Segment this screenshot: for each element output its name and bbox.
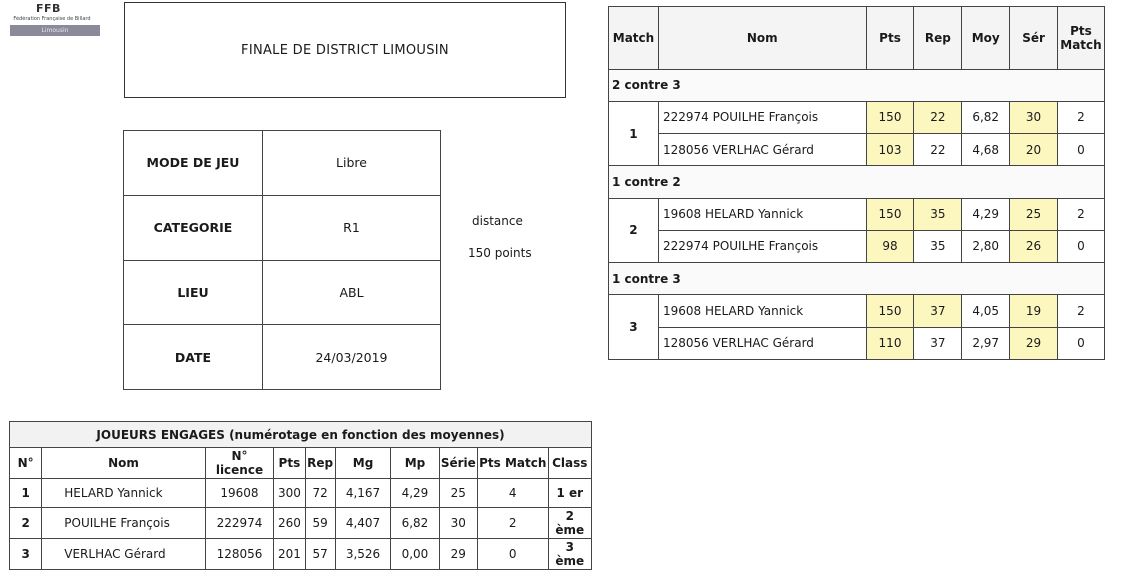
player-licence: 222974	[205, 508, 274, 539]
header-ser: Sér	[1010, 7, 1058, 70]
info-row	[124, 195, 441, 260]
info-label: MODE DE JEU	[124, 131, 263, 196]
moyenne-cell: 4,29	[962, 198, 1010, 230]
header-nom: Nom	[658, 7, 866, 70]
player-name: 19608 HELARD Yannick	[658, 198, 866, 230]
match-points-cell: 2	[1057, 295, 1104, 327]
info-label: LIEU	[124, 260, 263, 325]
points-cell: 98	[866, 230, 914, 262]
info-value: Libre	[263, 131, 441, 196]
reprises-cell: 22	[914, 134, 962, 166]
moyenne-cell: 4,68	[962, 134, 1010, 166]
logo-league-banner: Limousin	[10, 25, 100, 36]
points-cell: 150	[866, 295, 914, 327]
player-licence: 19608	[205, 479, 274, 508]
info-value: R1	[263, 195, 441, 260]
matches-header-row	[609, 7, 1105, 70]
distance-label: distance	[472, 214, 523, 228]
player-mg: 4,407	[335, 508, 390, 539]
player-pts: 201	[274, 539, 305, 570]
player-number: 3	[10, 539, 42, 570]
header-pts: Pts	[866, 7, 914, 70]
match-group-header	[609, 263, 1105, 295]
info-value: ABL	[263, 260, 441, 325]
player-name: 222974 POUILHE François	[658, 230, 866, 262]
match-group-header	[609, 69, 1105, 101]
player-class: 3 ème	[548, 539, 591, 570]
info-row	[124, 131, 441, 196]
player-row	[10, 539, 592, 570]
ffb-logo	[6, 2, 98, 38]
info-row	[124, 325, 441, 390]
player-mg: 3,526	[335, 539, 390, 570]
player-number: 2	[10, 508, 42, 539]
player-number: 1	[10, 479, 42, 508]
moyenne-cell: 4,05	[962, 295, 1010, 327]
reprises-cell: 35	[914, 198, 962, 230]
player-name: HELARD Yannick	[42, 479, 205, 508]
match-row	[609, 134, 1105, 166]
player-pts: 300	[274, 479, 305, 508]
serie-cell: 26	[1010, 230, 1058, 262]
match-points-cell: 0	[1057, 327, 1104, 359]
player-name: VERLHAC Gérard	[42, 539, 205, 570]
player-serie: 29	[439, 539, 477, 570]
header-number: N°	[10, 448, 42, 479]
moyenne-cell: 2,80	[962, 230, 1010, 262]
match-points-cell: 2	[1057, 101, 1104, 133]
match-group-title: 1 contre 3	[609, 263, 1105, 295]
header-moy: Moy	[962, 7, 1010, 70]
players-table	[9, 421, 592, 570]
player-pts-match: 4	[477, 479, 548, 508]
serie-cell: 19	[1010, 295, 1058, 327]
reprises-cell: 37	[914, 295, 962, 327]
distance-value: 150 points	[468, 246, 532, 260]
serie-cell: 25	[1010, 198, 1058, 230]
player-mp: 0,00	[391, 539, 439, 570]
player-row	[10, 479, 592, 508]
player-rep: 72	[305, 479, 335, 508]
player-name: 222974 POUILHE François	[658, 101, 866, 133]
competition-info-table	[123, 130, 441, 390]
match-points-cell: 0	[1057, 230, 1104, 262]
header-rep: Rep	[914, 7, 962, 70]
player-mg: 4,167	[335, 479, 390, 508]
match-group-title: 2 contre 3	[609, 69, 1105, 101]
serie-cell: 20	[1010, 134, 1058, 166]
reprises-cell: 22	[914, 101, 962, 133]
reprises-cell: 35	[914, 230, 962, 262]
moyenne-cell: 2,97	[962, 327, 1010, 359]
match-row	[609, 101, 1105, 133]
matches-table	[608, 6, 1105, 360]
info-value: 24/03/2019	[263, 325, 441, 390]
moyenne-cell: 6,82	[962, 101, 1010, 133]
header-nom: Nom	[42, 448, 205, 479]
match-group-title: 1 contre 2	[609, 166, 1105, 198]
player-class: 2 ème	[548, 508, 591, 539]
header-class: Class	[548, 448, 591, 479]
info-label: DATE	[124, 325, 263, 390]
player-class: 1 er	[548, 479, 591, 508]
match-number: 1	[609, 101, 659, 166]
document-title: FINALE DE DISTRICT LIMOUSIN	[241, 42, 449, 58]
points-cell: 110	[866, 327, 914, 359]
header-licence: N° licence	[205, 448, 274, 479]
header-rep: Rep	[305, 448, 335, 479]
serie-cell: 29	[1010, 327, 1058, 359]
player-serie: 30	[439, 508, 477, 539]
info-label: CATEGORIE	[124, 195, 263, 260]
match-row	[609, 327, 1105, 359]
player-serie: 25	[439, 479, 477, 508]
match-row	[609, 295, 1105, 327]
player-name: 128056 VERLHAC Gérard	[658, 134, 866, 166]
header-mp: Mp	[391, 448, 439, 479]
points-cell: 103	[866, 134, 914, 166]
reprises-cell: 37	[914, 327, 962, 359]
logo-subtitle: Fédération Française de Billard	[13, 16, 91, 22]
header-match: Match	[609, 7, 659, 70]
match-number: 2	[609, 198, 659, 263]
player-pts: 260	[274, 508, 305, 539]
document-title-box	[124, 2, 566, 98]
player-pts-match: 2	[477, 508, 548, 539]
player-licence: 128056	[205, 539, 274, 570]
match-group-header	[609, 166, 1105, 198]
logo-text: FFB	[36, 2, 61, 15]
match-row	[609, 198, 1105, 230]
player-mp: 6,82	[391, 508, 439, 539]
match-row	[609, 230, 1105, 262]
player-pts-match: 0	[477, 539, 548, 570]
header-serie: Série	[439, 448, 477, 479]
match-points-cell: 0	[1057, 134, 1104, 166]
player-mp: 4,29	[391, 479, 439, 508]
player-row	[10, 508, 592, 539]
header-pts-match: Pts Match	[1057, 7, 1104, 70]
players-header-row	[10, 448, 592, 479]
points-cell: 150	[866, 198, 914, 230]
player-rep: 59	[305, 508, 335, 539]
match-number: 3	[609, 295, 659, 360]
players-caption-row	[10, 422, 592, 448]
serie-cell: 30	[1010, 101, 1058, 133]
player-name: POUILHE François	[42, 508, 205, 539]
header-pts: Pts	[274, 448, 305, 479]
points-cell: 150	[866, 101, 914, 133]
match-points-cell: 2	[1057, 198, 1104, 230]
player-name: 128056 VERLHAC Gérard	[658, 327, 866, 359]
info-row	[124, 260, 441, 325]
player-name: 19608 HELARD Yannick	[658, 295, 866, 327]
header-mg: Mg	[335, 448, 390, 479]
player-rep: 57	[305, 539, 335, 570]
players-caption: JOUEURS ENGAGES (numérotage en fonction des moyennes)	[10, 422, 592, 448]
header-pts-match: Pts Match	[477, 448, 548, 479]
